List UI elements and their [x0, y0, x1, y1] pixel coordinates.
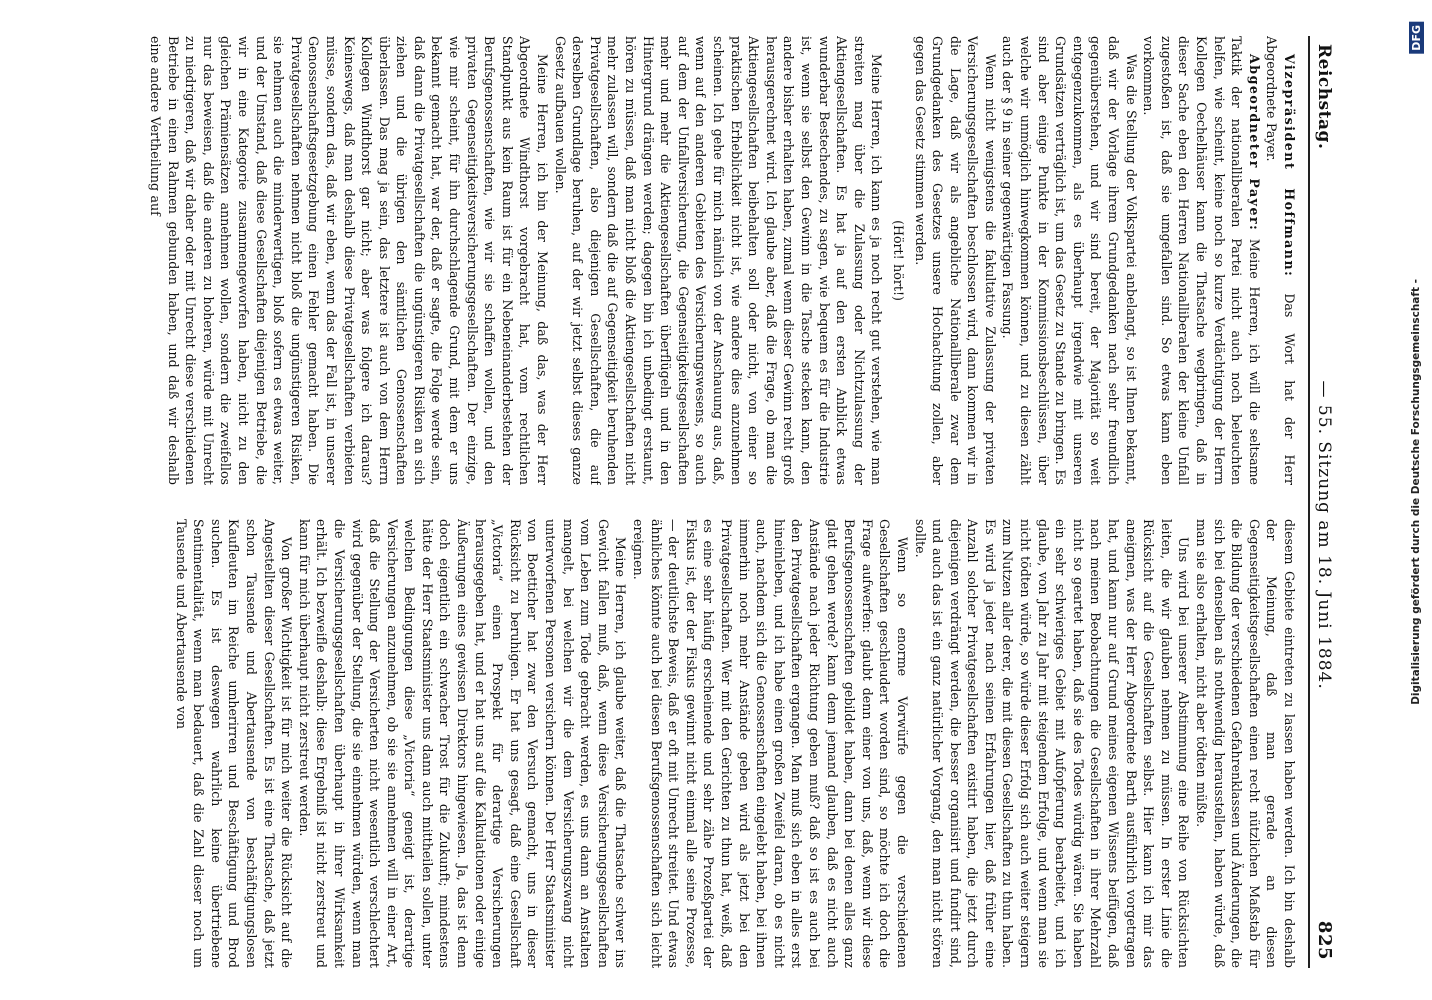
scanned-page	[60, 12, 1380, 992]
paragraph: Meine Herren, ich glaube weiter, daß die Thatsache schwer ins Gewicht fallen muß, daß, wenn diese Versicherungsgesellschaften vom Leben zum Tode gebracht werden, es uns dann an Anstalten mangelt, bei welchen wir die dem Versicherungszwang nicht unterworfenen Personen versichern können. Der Herr Staatsminister von Boetticher hat zwar den Versuch gemacht, uns in dieser Rücksicht zu beruhigen. Er hat uns gesagt, daß eine Gesellschaft „Victoria“ einen Prospekt für derartige Versicherungen herausgegeben hat, und er hat uns auf die Kalkulationen oder einige Äußerungen eines gewissen Direktors hingewiesen. Ja, das ist denn doch eigentlich ein schwacher Trost für die Zukunft; mindestens hätte der Herr Staatsminister uns dann auch mittheilen sollen, unter welchen Bedingungen diese „Victoria“ geneigt ist, derartige Versicherungen anzunehmen, ob sie sie annehmen will in einer Art, daß die Stellung der Versicherten nicht wesentlich verschlechtert wird gegenüber der Stellung, die sie einnehmen würden, wenn man die Versicherungsgesellschaften überhaupt in ihrer Wirksamkeit erhält. Ich bezweifle deshalb: diese Ergebniß ist nicht zerstreut und kann für mich überhaupt nicht zerstreut werden.	[296, 519, 629, 968]
page-number: 825	[1314, 920, 1335, 960]
paragraph: diesem Gebiete eintreten zu lassen haben werden. Ich bin deshalb der Meinung, daß man gerade an diesen Gegenseitigkeitsgesellschaften einen recht nützlichen Maßstab für die Bildung der verschiedenen Gefahrenklassen und Änderungen, die sich bei denselben als nothwendig herausstellen, haben würde, daß man sie also erhalten, nicht aber tödten müßte.	[1194, 519, 1297, 968]
paragraph: Von großer Wichtigkeit ist für mich weiter die Rücksicht auf die Angestellten dieser Gesellschaften. Es ist eine Thatsache, daß jetzt schon Tausende und Abertausende von beschäftigungslosen Kaufleuten im Reiche umherirren und Beschäftigung und Brod suchen. Es ist deswegen wahrlich keine übertriebene Sentimentalität, wenn man bedauert, daß die Zahl dieser noch um Tausende und Abertausende von	[173, 519, 295, 968]
paragraph	[1263, 36, 1298, 485]
paragraph	[1140, 36, 1263, 485]
speaker-name: Abgeordneter Payer:	[1246, 54, 1262, 232]
dfg-logo: DFG	[1409, 22, 1424, 54]
text-columns	[102, 36, 1298, 968]
paragraph: Wenn so enorme Vorwürfe gegen die verschiedenen Gesellschaften geschleudert worden sind, so möchte ich doch die Frage aufwerfen: glaubt denn einer von uns, daß, wenn wir diese Berufsgenossenschaften gebildet haben, dann bei denen alles ganz glatt gehen werde? kann denn jemand glauben, daß es nicht auch Anstände nach jeder Richtung geben muß? daß so ist es auch bei den Privatgesellschaften ergangen. Man muß sich eben in alles erst hineinleben, und ich habe einen großen Zweifel daran, ob es nicht auch, nachdem sich die Genossenschaften eingelebt haben, bei ihnen immerhin noch mehr Anstände geben wird als jetzt bei den Privatgesellschaften. Wer mit den Gerichten zu thun hat, weiß, daß es eine sehr häufig erscheinende und sehr zähe Prozeßpartei der Fiskus ist, der der Fiskus gewinnt nicht einmal alle seine Prozesse, — der deutlichste Beweis, daß er oft mit Unrecht streitet. Und etwas ähnliches könnte auch bei diesen Berufsgenossenschaften sich leicht ereignen.	[631, 519, 910, 968]
stamp-text: Digitalisierung gefördert durch die Deutsche Forschungsgemeinschaft -	[1410, 279, 1422, 705]
digitization-stamp	[1406, 12, 1426, 972]
column-left	[102, 36, 1298, 485]
paragraph: Meine Herren, ich bin der Meinung, daß das, was der Herr Abgeordnete Windthorst vorgebracht hat, vom rechtlichen Standpunkt aus kein Raum ist für ein Nebeneinanderbestehen der Berufsgenossenschaften, wie wir sie schaffen wollen, und den privaten Gegenseitigkeitsversicherungsgesellschaften. Der einzige, wie mir scheint, für ihn durchschlagende Grund, mit dem er uns bekannt gemacht hat, war der, daß er sagte, die Folge werde sein, daß dann die Privatgesellschaften die ungünstigeren Risiken an sich ziehen und die übrigen den sämtlichen Genossenschaften überlassen. Das mag ja sein, das letztere ist auch von dem Herrn Kollegen Windthorst gar nicht; aber was folgere ich daraus? Keineswegs, daß man deshalb diese Privatgesellschaften verbieten müsse, sondern das, daß wir eben, wenn das der Fall ist, in unserer Genossenschaftsgesetzgebung einen Fehler gemacht haben. Die Privatgesellschaften nehmen nicht bloß die ungünstigeren Risiken, sie nehmen auch die minderwertigen, bloß sofern es etwas weiter, und der Umstand, daß diese Gesellschaften diejenigen Betriebe, die wir in eine Kategorie zusammengeworfen haben, nicht zu den gleichen Prämiensätzen annehmen wollen, sondern die zweifellos nur das beweisen, daß die anderen zu hoheren, würde mit Unrecht zu niedrigeren, daß wir daher oder mit Unrecht diese verschiedenen Betriebe in einen Rahmen gebunden haben, und daß wir deshalb eine andere Vertheilung auf	[148, 36, 551, 485]
interjection: (Hört! hört!)	[890, 220, 906, 301]
speaker-name: Vizepräsident Hoffmann:	[1282, 54, 1297, 278]
paragraph: Wenn nicht wenigstens die fakultative Zulassung der privaten Versicherungsgesellschaften beschlossen wird, dann kommen wir in die Lage, daß wir als angebliche Nationalliberale zwar dem Grundgedanken des Gesetzes unsere Hochachtung zollen, aber gegen das Gesetz stimmen werden.	[912, 36, 998, 485]
page-header	[1308, 36, 1360, 968]
paragraph: Was die Stellung der Volkspartei anbelangt, so ist Ihnen bekannt, daß wir der Vorlage ihrem Grundgedanken nach sehr freundlich gegenüberstehen, und wir sind bereit, der Majorität so weit entgegenzukommen, als es überhaupt irgendwie mit unseren Grundsätzen verträglich ist, um das Gesetz zu Stande zu bringen. Es sind aber einige Punkte in der Kommissionsbeschlüssen, über welche wir unmöglich hinwegkommen können, und zu diesen zählt auch der § 9 in seiner gegenwärtigen Fassung.	[1000, 36, 1139, 485]
paragraph: Uns wird bei unserer Abstimmung eine Reihe von Rücksichten leiten, die wir glauben nehmen zu müssen. In erster Linie die Rücksicht auf die Gesellschaften selbst. Hier kann ich mir das aneignen, was der Herr Abgeordnete Barth ausführlich vorgetragen hat, und kann nur auf Grund meines eigenen Wissens beifügen, daß nach meinen Beobachtungen die Gesellschaften in ihrer Mehrzahl nicht so geartet haben, daß sie des Todes würdig wären. Sie haben ein sehr schwieriges Gebiet mit Aufopferung bearbeitet, und ich glaube, von Jahr zu Jahr mit steigendem Erfolge, und wenn man sie nicht tödten würde, so würde dieser Erfolg sich auch weiter steigern zum Nutzen aller derer, die mit diesen Gesellschaften zu thun haben. Es wird ja jeder nach seinen Erfahrungen hier, daß früher eine Anzahl solcher Privatgesellschaften existirt haben, die jetzt durch diejenigen verdrängt werden, die besser organisirt und fundirt sind, und auch das ist ein ganz natürlicher Vorgang, den man nicht stören sollte.	[912, 519, 1192, 968]
header-session: — 55. Sitzung am 18. Juni 1884.	[1314, 380, 1334, 690]
header-left: Reichstag.	[1314, 44, 1334, 150]
speech-text: Das Wort hat der Herr Abgeordnete Payer.	[1264, 36, 1297, 485]
paragraph: Meine Herren, ich kann es ja noch recht gut verstehen, wie man streiten mag über die Zulassung oder Nichtzulassung der Aktiengesellschaften. Es hat ja auf den ersten Anblick etwas wunderbar Bestechendes, zu sagen, wie bequem es für die Industrie ist, wenn sie selbst den Gewinn in die Tasche stecken kann, den andere bisher erhalten haben, zumal wenn dieser Gewinn recht groß herausgerechnet wird. Ich glaube aber, daß die Frage, ob man die Aktiengesellschaften beibehalten soll oder nicht, von einer so praktischen Erheblichkeit nicht ist, wie andere dies anzunehmen scheinen. Ich gehe für mich nämlich von der Anschauung aus, daß, wenn auf den anderen Gebieten des Versicherungswesens, so auch auf dem der Unfallversicherung, die Gegenseitigkeitsgesellschaften mehr und mehr die Aktiengesellschaften überflügeln und in den Hintergrund drängen werden; dagegen bin ich unbedingt erstaunt, hören zu müssen, daß man nicht bloß die Aktiengesellschaften nicht mehr zulassen will, sondern daß die auf Gegenseitigkeit beruhenden Privatgesellschaften, also diejenigen Gesellschaften, die auf derselben Grundlage beruhen, auf der wir jetzt selbst dieses ganze Gesetz aufbauen wollen.	[552, 36, 885, 485]
speech-text: Meine Herren, ich will die seltsame Taktik der nationalliberalen Partei nicht auch noch beleuchten helfen, wie scheint, keine noch so kurze Verdächtigung der Herrn Kollegen Oechelhäuser kann die Thatsache wegbringen, daß in dieser Sache eben den Herren Nationalliberalen der kleine Unfall zugestoßen ist, daß sie umgefallen sind. So etwas kann eben vorkommen.	[1141, 36, 1262, 485]
column-right	[102, 519, 1298, 968]
